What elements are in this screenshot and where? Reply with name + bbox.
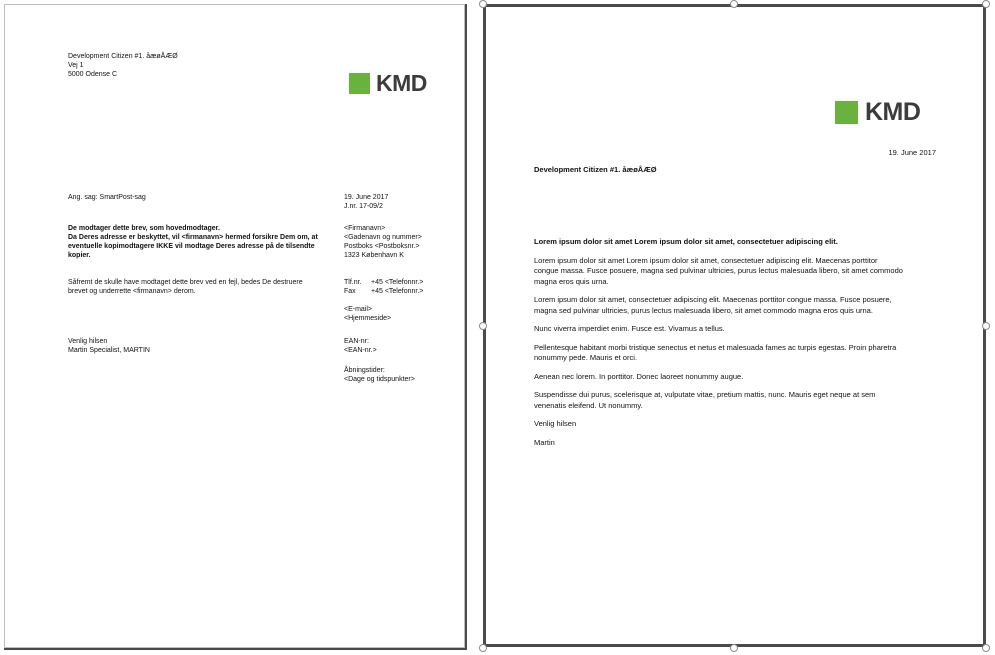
sender-line: 5000 Odense C — [68, 71, 118, 78]
paragraph-line: Pellentesque habitant morbi tristique senectus et netus et malesuada fames ac turpis egestas. Proin pharetra — [534, 342, 897, 352]
fax-row — [344, 287, 423, 296]
paragraph-line: magna eros quis urna. — [534, 276, 609, 286]
paragraph-line: Lorem ipsum dolor sit amet Lorem ipsum dolor sit amet, consectetuer adipiscing elit. Maecenas porttitor — [534, 255, 878, 265]
body-paragraph — [534, 343, 954, 364]
company-address-line: <Gadenavn og nummer> — [344, 234, 422, 241]
fax-label: Fax — [344, 288, 356, 295]
body-paragraph — [534, 372, 954, 383]
error-line: brevet og underrette <firmanavn> derom. — [68, 288, 196, 295]
letter-body — [534, 237, 954, 456]
sender-line: Vej 1 — [68, 62, 84, 69]
date-block — [344, 193, 388, 211]
fax-value: +45 <Telefonnr.> — [371, 288, 424, 295]
company-address-line: <Firmanavn> — [344, 225, 386, 232]
ean-value: <EAN-nr.> — [344, 347, 377, 354]
resize-handle-bottom-center[interactable] — [730, 644, 738, 652]
body-paragraph — [534, 390, 954, 411]
signature: Martin Specialist, MARTIN — [68, 347, 150, 354]
sender-address — [68, 52, 178, 79]
closing — [68, 337, 150, 355]
company-address — [344, 224, 422, 260]
kmd-logo-text: KMD — [376, 70, 427, 96]
kmd-logo-square — [349, 73, 370, 94]
paragraph-line: congue massa. Fusce posuere, magna sed pulvinar ultricies, purus lectus malesuada libero, sit amet commodo — [534, 266, 903, 275]
ean-block — [344, 337, 377, 355]
ean-label: EAN-nr: — [344, 338, 369, 345]
letter-date: 19. June 2017 — [344, 194, 389, 201]
resize-handle-top-center[interactable] — [730, 0, 738, 8]
body-paragraph — [534, 324, 954, 335]
kmd-logo — [835, 100, 920, 125]
journal-number: J.nr. 17-09/2 — [344, 203, 383, 210]
hours-label: Åbningstider: — [344, 367, 385, 374]
opening-hours — [344, 366, 415, 384]
resize-handle-middle-right[interactable] — [982, 322, 990, 330]
resize-handle-bottom-right[interactable] — [982, 644, 990, 652]
right-letter-page[interactable] — [483, 4, 986, 647]
notice-line: Da Deres adresse er beskyttet, vil <firmanavn> hermed forsikre Dem om, at — [68, 234, 318, 241]
contact-phone-fax — [344, 278, 423, 296]
paragraph-line: nonummy pede. Mauris et orci. — [534, 353, 637, 362]
resize-handle-top-right[interactable] — [982, 0, 990, 8]
closing-greeting: Venlig hilsen — [534, 419, 577, 428]
company-address-line: 1323 København K — [344, 252, 404, 259]
hours-value: <Dage og tidspunkter> — [344, 376, 415, 383]
error-line: Såfremt de skulle have modtaget dette brev ved en fejl, bedes De destruere — [68, 279, 303, 286]
company-address-line: Postboks <Postboksnr.> — [344, 243, 420, 250]
left-letter-page — [4, 4, 465, 648]
reference-label: Ang. sag: SmartPost-sag — [68, 194, 146, 201]
homepage-text: <Hjemmeside> — [344, 315, 392, 322]
paragraph-line: Nunc viverra imperdiet enim. Fusce est. Vivamus a tellus. — [534, 324, 725, 333]
resize-handle-middle-left[interactable] — [479, 322, 487, 330]
sender-line: Development Citizen #1. åæøÅÆØ — [68, 53, 178, 60]
paragraph-line: Aenean nec lorem. In porttitor. Donec laoreet nonummy augue. — [534, 371, 744, 381]
body-paragraph — [534, 256, 954, 288]
phone-row — [344, 278, 423, 287]
closing-greeting: Venlig hilsen — [68, 338, 108, 345]
letter-date: 19. June 2017 — [888, 148, 936, 157]
paragraph-line: magna sed pulvinar ultricies, purus lectus malesuada libero, sit amet commodo magna eros quis urna. — [534, 305, 873, 315]
paragraph-line: Suspendisse dui purus, scelerisque at, vulputate vitae, pretium mattis, nunc. Mauris eget neque at sem — [534, 390, 876, 399]
error-notice — [68, 278, 303, 296]
recipient-notice — [68, 224, 318, 260]
recipient-name: Development Citizen #1. åæøÅÆØ — [534, 165, 657, 174]
kmd-logo — [349, 72, 427, 95]
resize-handle-top-left[interactable] — [479, 0, 487, 8]
signature: Martin — [534, 437, 555, 447]
kmd-logo-square — [835, 101, 858, 124]
notice-line: kopier. — [68, 252, 91, 259]
letter-heading: Lorem ipsum dolor sit amet Lorem ipsum dolor sit amet, consectetuer adipiscing elit. — [534, 237, 838, 246]
contact-online — [344, 305, 391, 323]
notice-line: eventuelle kopimodtagere IKKE vil modtage Deres adresse på de tilsendte — [68, 243, 315, 250]
email-text: <E-mail> — [344, 306, 373, 313]
notice-line: De modtager dette brev, som hovedmodtager. — [68, 225, 220, 232]
body-paragraph — [534, 295, 954, 316]
paragraph-line: venenatis eleifend. Ut nonummy. — [534, 400, 643, 410]
kmd-logo-text: KMD — [865, 98, 921, 126]
phone-value: +45 <Telefonnr.> — [371, 279, 424, 286]
paragraph-line: Lorem ipsum dolor sit amet, consectetuer adipiscing elit. Maecenas porttitor congue massa. Fusce posuere, — [534, 295, 892, 304]
resize-handle-bottom-left[interactable] — [479, 644, 487, 652]
phone-label: Tlf.nr. — [344, 279, 362, 286]
